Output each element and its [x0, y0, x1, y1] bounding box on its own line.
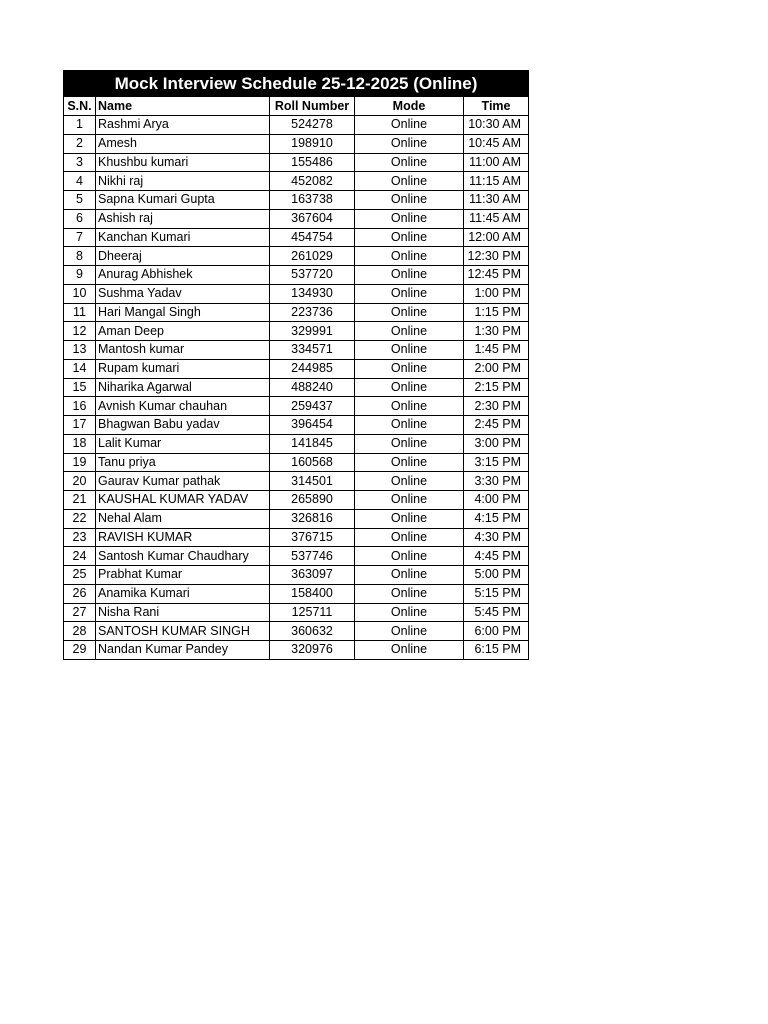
cell-time: 2:30 PM	[464, 397, 529, 416]
cell-sn: 2	[64, 134, 96, 153]
table-row	[64, 472, 529, 491]
cell-time: 2:00 PM	[464, 359, 529, 378]
cell-sn: 6	[64, 209, 96, 228]
cell-mode: Online	[355, 322, 464, 341]
cell-sn: 26	[64, 584, 96, 603]
cell-name: Dheeraj	[96, 247, 270, 266]
table-row	[64, 378, 529, 397]
cell-name: Rupam kumari	[96, 359, 270, 378]
cell-time: 11:15 AM	[464, 172, 529, 191]
cell-name: Kanchan Kumari	[96, 228, 270, 247]
cell-time: 2:45 PM	[464, 416, 529, 435]
cell-sn: 28	[64, 622, 96, 641]
cell-name: KAUSHAL KUMAR YADAV	[96, 491, 270, 510]
cell-sn: 14	[64, 359, 96, 378]
cell-time: 12:30 PM	[464, 247, 529, 266]
cell-time: 11:00 AM	[464, 153, 529, 172]
cell-mode: Online	[355, 284, 464, 303]
cell-sn: 22	[64, 509, 96, 528]
cell-mode: Online	[355, 172, 464, 191]
cell-time: 3:30 PM	[464, 472, 529, 491]
cell-mode: Online	[355, 622, 464, 641]
cell-sn: 15	[64, 378, 96, 397]
table-row	[64, 416, 529, 435]
cell-roll-number: 244985	[270, 359, 355, 378]
cell-roll-number: 363097	[270, 566, 355, 585]
column-header-time: Time	[464, 97, 529, 116]
cell-time: 4:00 PM	[464, 491, 529, 510]
cell-time: 11:45 AM	[464, 209, 529, 228]
cell-name: Hari Mangal Singh	[96, 303, 270, 322]
cell-mode: Online	[355, 378, 464, 397]
cell-time: 1:30 PM	[464, 322, 529, 341]
cell-name: Khushbu kumari	[96, 153, 270, 172]
cell-roll-number: 452082	[270, 172, 355, 191]
cell-time: 12:45 PM	[464, 266, 529, 285]
cell-name: Aman Deep	[96, 322, 270, 341]
cell-sn: 5	[64, 191, 96, 210]
cell-name: Sapna Kumari Gupta	[96, 191, 270, 210]
cell-name: Rashmi Arya	[96, 116, 270, 135]
table-row	[64, 303, 529, 322]
cell-mode: Online	[355, 191, 464, 210]
cell-name: Ashish raj	[96, 209, 270, 228]
cell-roll-number: 320976	[270, 641, 355, 660]
table-row	[64, 116, 529, 135]
cell-roll-number: 367604	[270, 209, 355, 228]
cell-mode: Online	[355, 303, 464, 322]
cell-name: Prabhat Kumar	[96, 566, 270, 585]
table-row	[64, 153, 529, 172]
cell-name: Tanu priya	[96, 453, 270, 472]
cell-roll-number: 261029	[270, 247, 355, 266]
table-row	[64, 322, 529, 341]
table-row	[64, 134, 529, 153]
cell-time: 2:15 PM	[464, 378, 529, 397]
table-row	[64, 209, 529, 228]
table-row	[64, 509, 529, 528]
column-header-name: Name	[96, 97, 270, 116]
cell-roll-number: 329991	[270, 322, 355, 341]
cell-roll-number: 360632	[270, 622, 355, 641]
cell-sn: 23	[64, 528, 96, 547]
table-row	[64, 453, 529, 472]
cell-sn: 8	[64, 247, 96, 266]
table-row	[64, 434, 529, 453]
cell-mode: Online	[355, 228, 464, 247]
table-row	[64, 622, 529, 641]
cell-sn: 11	[64, 303, 96, 322]
cell-roll-number: 334571	[270, 341, 355, 360]
cell-time: 10:30 AM	[464, 116, 529, 135]
cell-name: Nikhi raj	[96, 172, 270, 191]
table-row	[64, 228, 529, 247]
cell-roll-number: 524278	[270, 116, 355, 135]
cell-sn: 16	[64, 397, 96, 416]
cell-mode: Online	[355, 547, 464, 566]
cell-name: Amesh	[96, 134, 270, 153]
schedule-table	[63, 70, 529, 660]
cell-sn: 3	[64, 153, 96, 172]
cell-roll-number: 158400	[270, 584, 355, 603]
column-header-roll-number: Roll Number	[270, 97, 355, 116]
cell-name: Santosh Kumar Chaudhary	[96, 547, 270, 566]
cell-mode: Online	[355, 134, 464, 153]
column-header-sn: S.N.	[64, 97, 96, 116]
table-row	[64, 641, 529, 660]
cell-time: 6:15 PM	[464, 641, 529, 660]
cell-time: 1:45 PM	[464, 341, 529, 360]
table-row	[64, 547, 529, 566]
table-row	[64, 341, 529, 360]
cell-sn: 1	[64, 116, 96, 135]
cell-name: Avnish Kumar chauhan	[96, 397, 270, 416]
table-row	[64, 359, 529, 378]
cell-sn: 17	[64, 416, 96, 435]
cell-name: Mantosh kumar	[96, 341, 270, 360]
cell-roll-number: 376715	[270, 528, 355, 547]
cell-mode: Online	[355, 434, 464, 453]
table-row	[64, 266, 529, 285]
cell-roll-number: 537746	[270, 547, 355, 566]
cell-name: Lalit Kumar	[96, 434, 270, 453]
table-row	[64, 172, 529, 191]
cell-time: 11:30 AM	[464, 191, 529, 210]
cell-sn: 9	[64, 266, 96, 285]
cell-mode: Online	[355, 153, 464, 172]
cell-roll-number: 537720	[270, 266, 355, 285]
cell-name: SANTOSH KUMAR SINGH	[96, 622, 270, 641]
cell-mode: Online	[355, 603, 464, 622]
header-row	[64, 97, 529, 116]
cell-roll-number: 488240	[270, 378, 355, 397]
cell-roll-number: 163738	[270, 191, 355, 210]
table-row	[64, 528, 529, 547]
column-header-mode: Mode	[355, 97, 464, 116]
cell-sn: 24	[64, 547, 96, 566]
cell-roll-number: 141845	[270, 434, 355, 453]
cell-time: 3:15 PM	[464, 453, 529, 472]
cell-time: 1:00 PM	[464, 284, 529, 303]
table-row	[64, 603, 529, 622]
cell-mode: Online	[355, 247, 464, 266]
cell-time: 10:45 AM	[464, 134, 529, 153]
cell-mode: Online	[355, 453, 464, 472]
cell-roll-number: 265890	[270, 491, 355, 510]
cell-mode: Online	[355, 472, 464, 491]
cell-roll-number: 160568	[270, 453, 355, 472]
title-row	[64, 71, 529, 97]
cell-time: 4:15 PM	[464, 509, 529, 528]
cell-roll-number: 198910	[270, 134, 355, 153]
cell-sn: 18	[64, 434, 96, 453]
schedule-title: Mock Interview Schedule 25-12-2025 (Online)	[64, 71, 529, 97]
cell-mode: Online	[355, 584, 464, 603]
cell-sn: 12	[64, 322, 96, 341]
table-row	[64, 191, 529, 210]
cell-mode: Online	[355, 491, 464, 510]
cell-mode: Online	[355, 641, 464, 660]
cell-roll-number: 223736	[270, 303, 355, 322]
cell-sn: 13	[64, 341, 96, 360]
table-row	[64, 491, 529, 510]
cell-time: 5:45 PM	[464, 603, 529, 622]
schedule-sheet	[63, 70, 528, 660]
cell-name: Nandan Kumar Pandey	[96, 641, 270, 660]
cell-sn: 29	[64, 641, 96, 660]
cell-mode: Online	[355, 566, 464, 585]
cell-name: Anamika Kumari	[96, 584, 270, 603]
cell-roll-number: 326816	[270, 509, 355, 528]
cell-roll-number: 155486	[270, 153, 355, 172]
cell-roll-number: 134930	[270, 284, 355, 303]
cell-time: 4:30 PM	[464, 528, 529, 547]
table-row	[64, 397, 529, 416]
cell-name: Anurag Abhishek	[96, 266, 270, 285]
cell-sn: 19	[64, 453, 96, 472]
cell-roll-number: 125711	[270, 603, 355, 622]
cell-roll-number: 396454	[270, 416, 355, 435]
cell-mode: Online	[355, 397, 464, 416]
cell-roll-number: 454754	[270, 228, 355, 247]
cell-name: Nehal Alam	[96, 509, 270, 528]
table-body	[64, 116, 529, 660]
cell-name: Bhagwan Babu yadav	[96, 416, 270, 435]
cell-time: 1:15 PM	[464, 303, 529, 322]
cell-time: 6:00 PM	[464, 622, 529, 641]
table-row	[64, 566, 529, 585]
cell-sn: 7	[64, 228, 96, 247]
cell-roll-number: 314501	[270, 472, 355, 491]
cell-mode: Online	[355, 359, 464, 378]
table-row	[64, 247, 529, 266]
cell-sn: 20	[64, 472, 96, 491]
cell-name: Sushma Yadav	[96, 284, 270, 303]
cell-sn: 25	[64, 566, 96, 585]
cell-name: Niharika Agarwal	[96, 378, 270, 397]
cell-time: 5:15 PM	[464, 584, 529, 603]
cell-time: 5:00 PM	[464, 566, 529, 585]
cell-mode: Online	[355, 528, 464, 547]
cell-roll-number: 259437	[270, 397, 355, 416]
cell-time: 12:00 AM	[464, 228, 529, 247]
cell-sn: 27	[64, 603, 96, 622]
cell-mode: Online	[355, 209, 464, 228]
cell-mode: Online	[355, 416, 464, 435]
table-row	[64, 584, 529, 603]
cell-sn: 10	[64, 284, 96, 303]
cell-mode: Online	[355, 266, 464, 285]
cell-name: RAVISH KUMAR	[96, 528, 270, 547]
cell-mode: Online	[355, 509, 464, 528]
cell-mode: Online	[355, 341, 464, 360]
cell-name: Gaurav Kumar pathak	[96, 472, 270, 491]
cell-mode: Online	[355, 116, 464, 135]
cell-sn: 4	[64, 172, 96, 191]
table-row	[64, 284, 529, 303]
cell-name: Nisha Rani	[96, 603, 270, 622]
cell-time: 3:00 PM	[464, 434, 529, 453]
cell-time: 4:45 PM	[464, 547, 529, 566]
cell-sn: 21	[64, 491, 96, 510]
